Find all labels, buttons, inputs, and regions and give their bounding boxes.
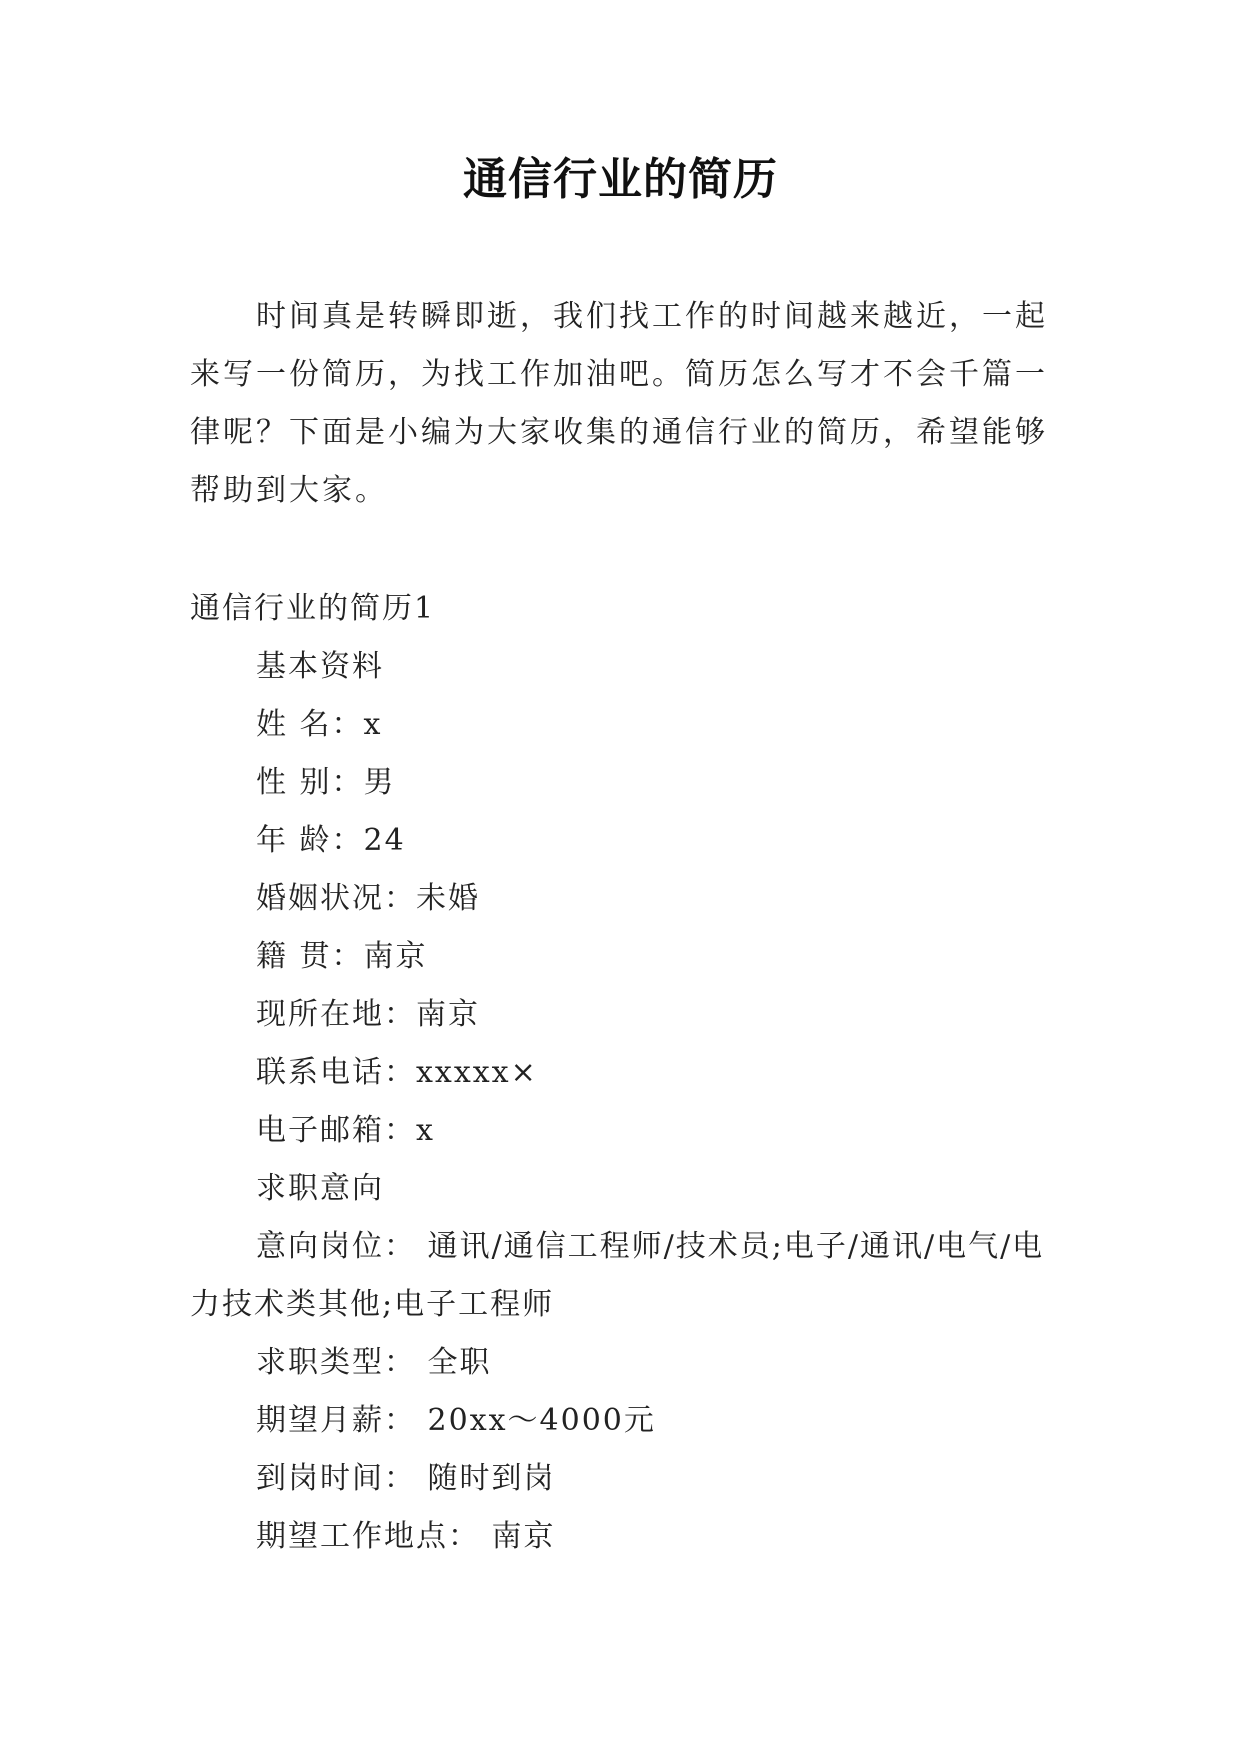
age-line: 年 龄：24 bbox=[256, 823, 406, 858]
document-title: 通信行业的简历 bbox=[463, 154, 778, 205]
section-heading: 通信行业的简历1 bbox=[190, 591, 436, 626]
job-intention-heading: 求职意向 bbox=[256, 1171, 384, 1206]
expected-salary-line: 期望月薪： 20xx～4000元 bbox=[256, 1403, 656, 1438]
current-location-line: 现所在地：南京 bbox=[256, 997, 480, 1032]
intro-paragraph: 时间真是转瞬即逝，我们找工作的时间越来越近，一起来写一份简历，为找工作加油吧。简历怎么写才不会千篇一律呢？下面是小编为大家收集的通信行业的简历，希望能够帮助到大家。 bbox=[190, 299, 1048, 508]
marital-status-line: 婚姻状况：未婚 bbox=[256, 881, 480, 916]
resume-content bbox=[190, 580, 1050, 1566]
email-line: 电子邮箱：x bbox=[256, 1113, 435, 1148]
basic-info-heading: 基本资料 bbox=[256, 649, 384, 684]
name-line: 姓 名：x bbox=[256, 707, 383, 742]
native-place-line: 籍 贯：南京 bbox=[256, 939, 428, 974]
gender-line: 性 别：男 bbox=[256, 765, 396, 800]
desired-position-line: 意向岗位： 通讯/通信工程师/技术员;电子/通讯/电气/电力技术类其他;电子工程师 bbox=[190, 1229, 1045, 1322]
job-type-line: 求职类型： 全职 bbox=[256, 1345, 492, 1380]
work-location-line: 期望工作地点： 南京 bbox=[256, 1519, 556, 1554]
start-time-line: 到岗时间： 随时到岗 bbox=[256, 1461, 556, 1496]
phone-line: 联系电话：xxxxx× bbox=[256, 1055, 538, 1090]
